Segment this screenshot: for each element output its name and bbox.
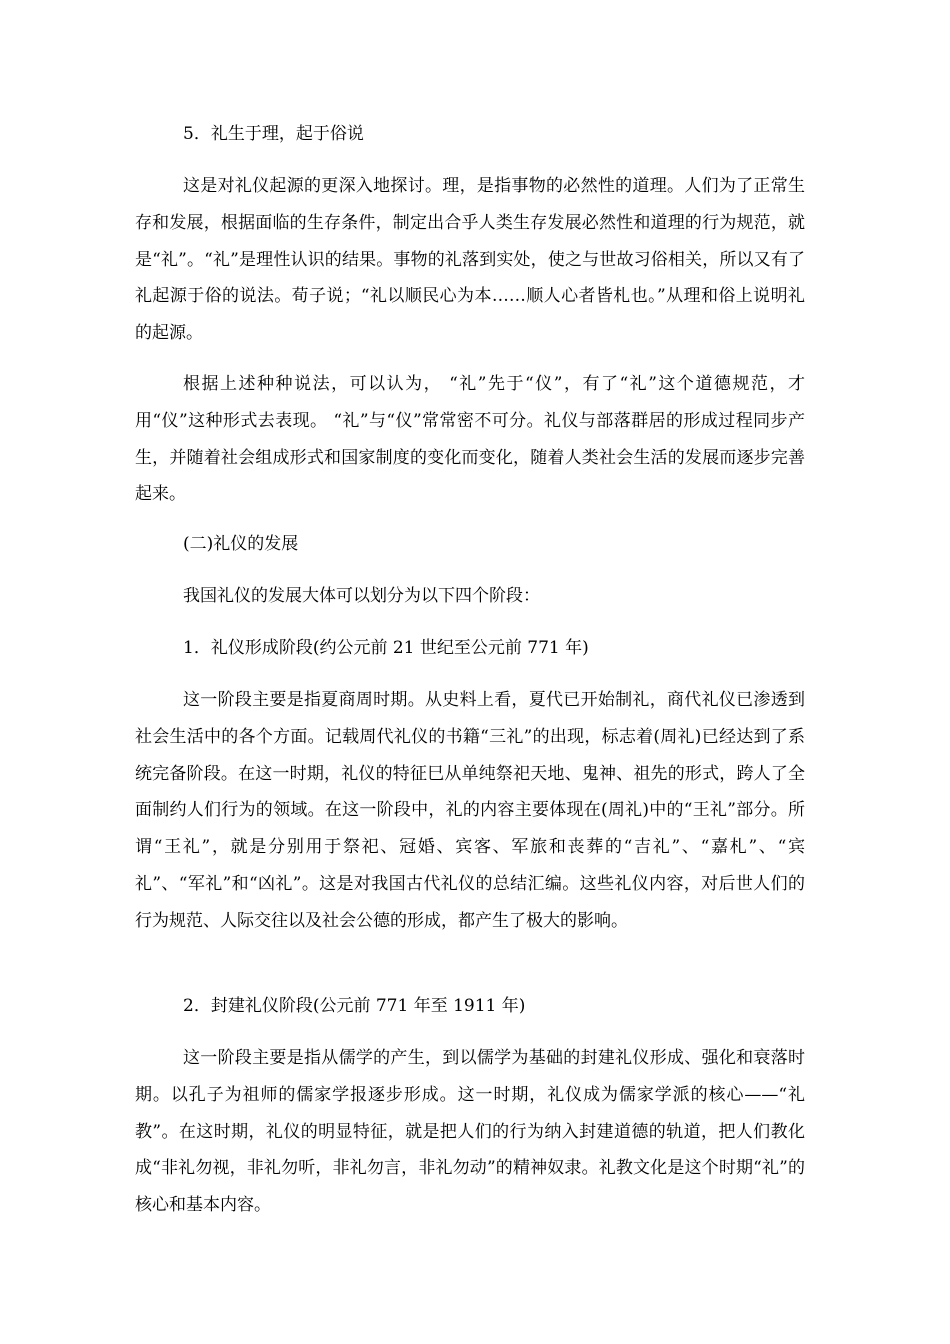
heading-stage-2: 2．封建礼仪阶段(公元前 771 年至 1911 年)	[183, 996, 526, 1016]
paragraph-development-intro: 我国礼仪的发展大体可以划分为以下四个阶段：	[183, 586, 540, 606]
paragraph-origin-5: 这是对礼仪起源的更深入地探讨。理，是指事物的必然性的道理。人们为了正常生存和发展，根据面临的生存条件，制定出合乎人类生存发展必然性和道理的行为规范，就是“礼”。“礼”是理性认识的结果。事物的礼落到实处，使之与世故习俗相关，所以又有了礼起源于俗的说法。荀子说；“礼以顺民心为本……顺人心者皆札也。”从理和俗上说明礼的起源。	[135, 176, 805, 344]
paragraph-stage-1: 这一阶段主要是指夏商周时期。从史料上看，夏代已开始制礼，商代礼仪已渗透到社会生活中的各个方面。记载周代礼仪的书籍“三礼”的出现，标志着(周礼)已经达到了系统完备阶段。在这一时期，礼仪的特征巳从单纯祭祀天地、鬼神、祖先的形式，跨人了全面制约人们行为的领域。在这一阶段中，礼的内容主要体现在(周礼)中的“王礼”部分。所谓“王礼”，就是分别用于祭祀、冠婚、宾客、军旅和丧葬的“吉礼”、“嘉札”、“宾礼”、“军礼”和“凶礼”。这是对我国古代礼仪的总结汇编。这些礼仪内容，对后世人们的行为规范、人际交往以及社会公德的形成，都产生了极大的影响。	[135, 690, 805, 931]
heading-development: (二)礼仪的发展	[183, 534, 299, 554]
paragraph-stage-2: 这一阶段主要是指从儒学的产生，到以儒学为基础的封建礼仪形成、强化和衰落时期。以孔子为祖师的儒家学报逐步形成。这一时期，礼仪成为儒家学派的核心——“礼教”。在这时期，礼仪的明显特征，就是把人们的行为纳入封建道德的轨道，把人们教化成“非礼勿视，非礼勿听，非礼勿言，非礼勿动”的精神奴隶。礼教文化是这个时期“礼”的核心和基本内容。	[135, 1048, 805, 1216]
heading-stage-1: 1．礼仪形成阶段(约公元前 21 世纪至公元前 771 年)	[183, 638, 589, 658]
paragraph-conclusion: 根据上述种种说法，可以认为， “礼”先于“仪”，有了“礼”这个道德规范，才用“仪”这种形式去表现。 “礼”与“仪”常常密不可分。礼仪与部落群居的形成过程同步产生，并随着社会组成形式和国家制度的变化而变化，随着人类社会生活的发展而逐步完善起来。	[135, 374, 805, 505]
heading-origin-5: 5．礼生于理，起于俗说	[183, 124, 364, 144]
